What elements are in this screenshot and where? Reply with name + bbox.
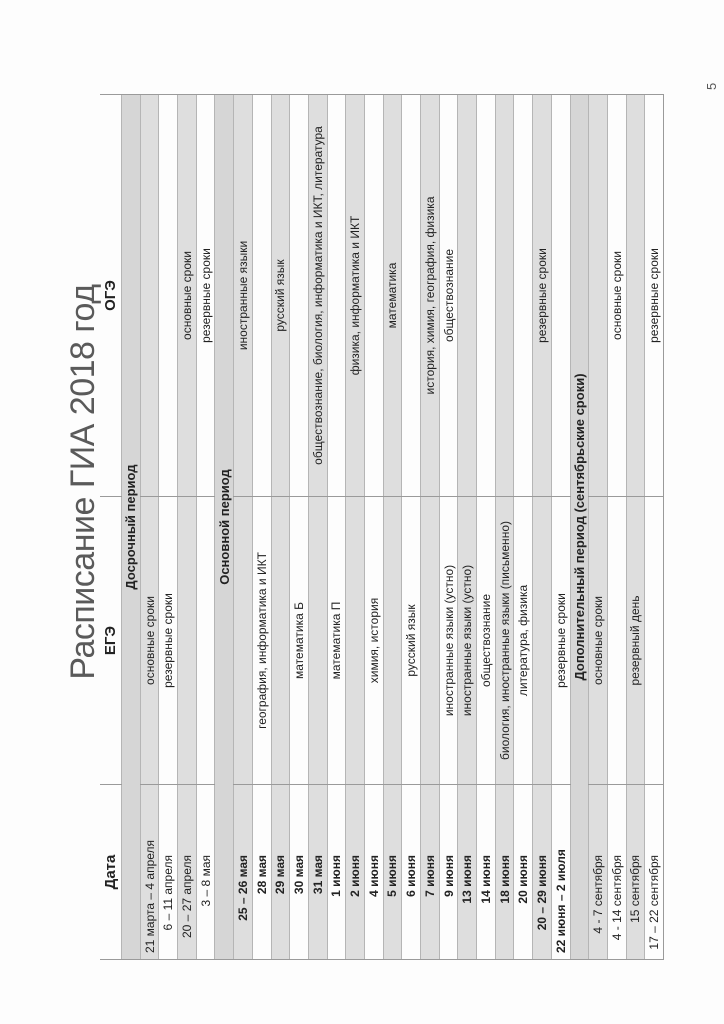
ege-cell: резервный день <box>626 497 645 785</box>
ege-cell <box>178 497 197 785</box>
date-cell: 17 – 22 сентября <box>645 785 664 960</box>
table-row <box>551 95 570 960</box>
oge-cell <box>477 95 496 497</box>
table-row <box>196 95 215 960</box>
date-cell: 15 сентября <box>626 785 645 960</box>
table-row <box>234 95 253 960</box>
date-cell: 28 мая <box>252 785 271 960</box>
oge-cell <box>626 95 645 497</box>
date-cell: 20 июня <box>514 785 533 960</box>
table-row <box>346 95 365 960</box>
table-row <box>421 95 440 960</box>
date-cell: 9 июня <box>439 785 458 960</box>
table-row <box>402 95 421 960</box>
oge-cell <box>514 95 533 497</box>
ege-cell: резервные сроки <box>159 497 178 785</box>
ege-cell: резервные сроки <box>551 497 570 785</box>
table-row <box>477 95 496 960</box>
period-row <box>215 95 234 960</box>
ege-cell: основные сроки <box>140 497 159 785</box>
date-cell: 3 – 8 мая <box>196 785 215 960</box>
ege-cell: основные сроки <box>589 497 608 785</box>
date-cell: 18 июня <box>495 785 514 960</box>
oge-cell <box>458 95 477 497</box>
table-row <box>140 95 159 960</box>
date-cell: 6 – 11 апреля <box>159 785 178 960</box>
oge-cell <box>364 95 383 497</box>
table-row <box>252 95 271 960</box>
date-cell: 4 июня <box>364 785 383 960</box>
oge-cell <box>290 95 309 497</box>
oge-cell: история, химия, география, физика <box>421 95 440 497</box>
ege-cell: русский язык <box>402 497 421 785</box>
ege-cell <box>196 497 215 785</box>
oge-cell: иностранные языки <box>234 95 253 497</box>
ege-cell: география, информатика и ИКТ <box>252 497 271 785</box>
table-row <box>439 95 458 960</box>
ege-cell <box>346 497 365 785</box>
table-row <box>308 95 327 960</box>
date-cell: 7 июня <box>421 785 440 960</box>
oge-cell <box>495 95 514 497</box>
table-row <box>495 95 514 960</box>
oge-cell <box>140 95 159 497</box>
ege-cell <box>607 497 626 785</box>
table-row <box>626 95 645 960</box>
date-cell: 14 июня <box>477 785 496 960</box>
table-row <box>383 95 402 960</box>
page-number: 5 <box>704 82 719 90</box>
ege-cell: иностранные языки (устно) <box>458 497 477 785</box>
date-cell: 21 марта – 4 апреля <box>140 785 159 960</box>
table-row <box>533 95 552 960</box>
ege-cell: иностранные языки (устно) <box>439 497 458 785</box>
table-row <box>159 95 178 960</box>
period-row <box>570 95 589 960</box>
oge-cell <box>252 95 271 497</box>
oge-cell: обществознание <box>439 95 458 497</box>
ege-cell: математика Б <box>290 497 309 785</box>
period-row <box>122 95 141 960</box>
date-cell: 20 – 27 апреля <box>178 785 197 960</box>
ege-cell: литература, физика <box>514 497 533 785</box>
oge-cell <box>551 95 570 497</box>
ege-cell <box>234 497 253 785</box>
date-cell: 5 июня <box>383 785 402 960</box>
oge-cell <box>402 95 421 497</box>
date-cell: 22 июня – 2 июля <box>551 785 570 960</box>
page-title: Расписание ГИА 2018 год <box>64 284 102 680</box>
table-row <box>364 95 383 960</box>
oge-cell <box>159 95 178 497</box>
schedule-table <box>100 94 664 960</box>
table-row <box>327 95 346 960</box>
oge-cell: физика, информатика и ИКТ <box>346 95 365 497</box>
period-title: Досрочный период <box>122 95 141 960</box>
date-cell: 2 июня <box>346 785 365 960</box>
date-cell: 4 - 7 сентября <box>589 785 608 960</box>
table-row <box>607 95 626 960</box>
date-cell: 1 июня <box>327 785 346 960</box>
period-title: Основной период <box>215 95 234 960</box>
ege-cell <box>645 497 664 785</box>
ege-cell <box>383 497 402 785</box>
ege-cell: биология, иностранные языки (письменно) <box>495 497 514 785</box>
table-row <box>271 95 290 960</box>
oge-cell: резервные сроки <box>196 95 215 497</box>
date-cell: 29 мая <box>271 785 290 960</box>
table-row <box>645 95 664 960</box>
date-cell: 13 июня <box>458 785 477 960</box>
oge-cell <box>327 95 346 497</box>
oge-cell <box>589 95 608 497</box>
ege-cell: обществознание <box>477 497 496 785</box>
table-row <box>514 95 533 960</box>
oge-cell: основные сроки <box>178 95 197 497</box>
ege-cell <box>533 497 552 785</box>
date-cell: 20 – 29 июня <box>533 785 552 960</box>
date-cell: 25 – 26 мая <box>234 785 253 960</box>
header-date: Дата <box>100 785 122 960</box>
ege-cell: математика П <box>327 497 346 785</box>
table-row <box>290 95 309 960</box>
ege-cell <box>421 497 440 785</box>
period-title: Дополнительный период (сентябрьские сроки) <box>570 95 589 960</box>
date-cell: 31 мая <box>308 785 327 960</box>
oge-cell: основные сроки <box>607 95 626 497</box>
header-ege: ЕГЭ <box>100 497 122 785</box>
oge-cell: резервные сроки <box>533 95 552 497</box>
oge-cell: резервные сроки <box>645 95 664 497</box>
oge-cell: математика <box>383 95 402 497</box>
ege-cell: химия, история <box>364 497 383 785</box>
table-row <box>589 95 608 960</box>
table-row <box>458 95 477 960</box>
oge-cell: русский язык <box>271 95 290 497</box>
date-cell: 4 - 14 сентября <box>607 785 626 960</box>
header-oge: ОГЭ <box>100 95 122 497</box>
date-cell: 6 июня <box>402 785 421 960</box>
header-row <box>100 95 122 960</box>
table-row <box>178 95 197 960</box>
oge-cell: обществознание, биология, информатика и ИКТ, литература <box>308 95 327 497</box>
ege-cell <box>271 497 290 785</box>
ege-cell <box>308 497 327 785</box>
date-cell: 30 мая <box>290 785 309 960</box>
